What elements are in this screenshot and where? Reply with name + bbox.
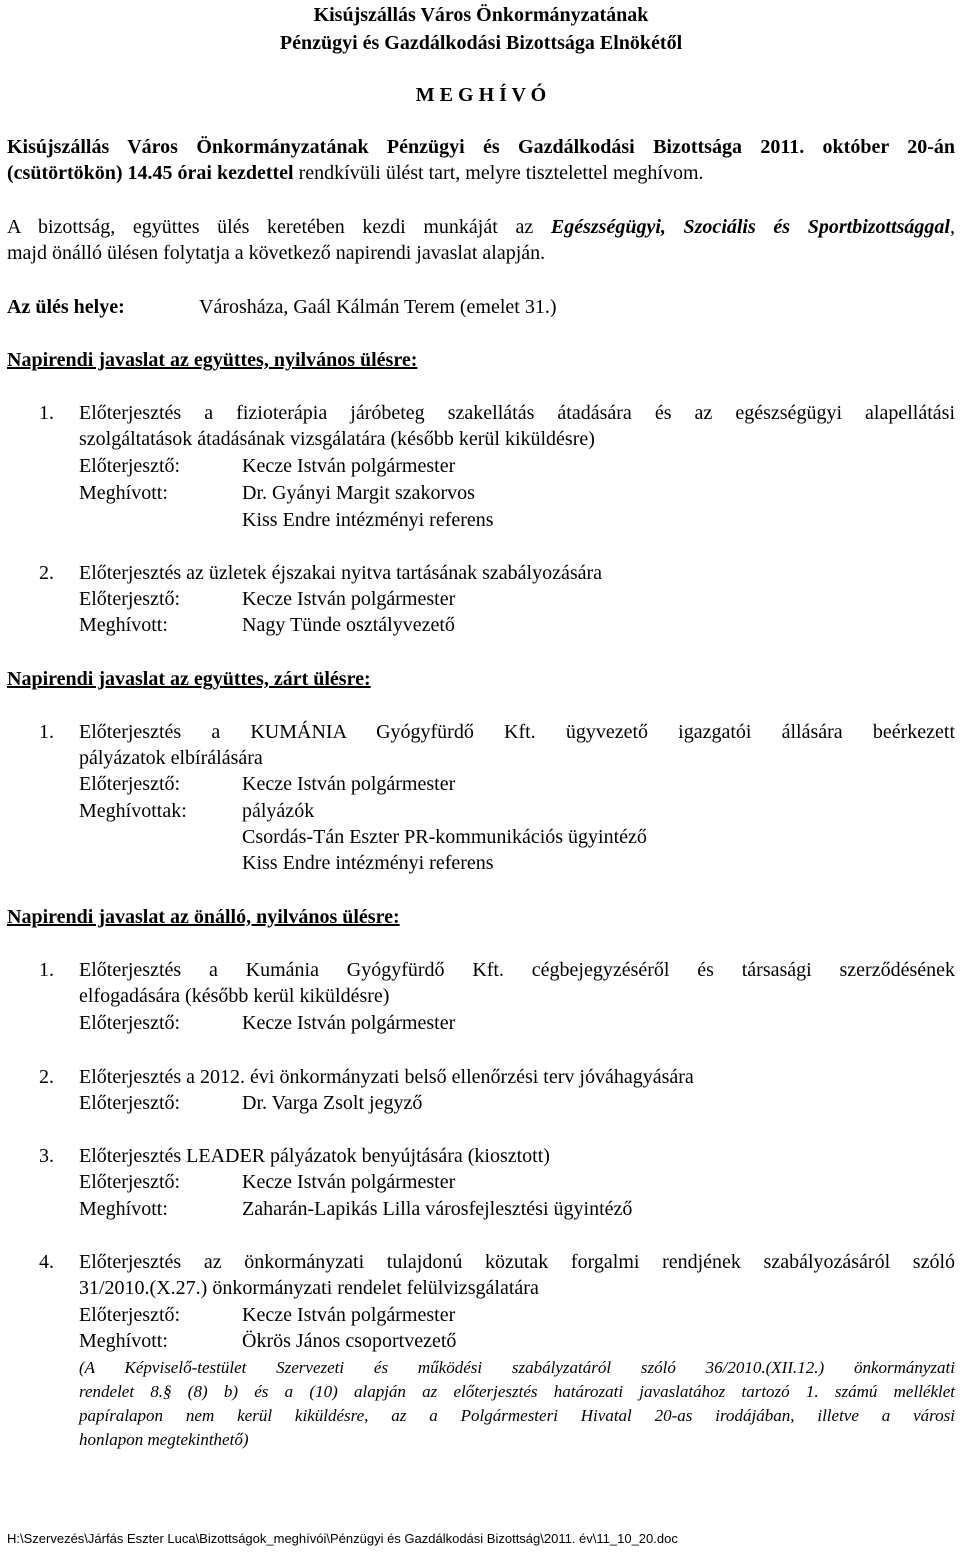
footnote-italic: [79, 1356, 955, 1452]
invited-label: Meghívott:: [79, 614, 168, 636]
invited-name: Kiss Endre intézményi referens: [242, 852, 494, 874]
footnote-line-4: honlapon megtekinthető): [79, 1430, 249, 1449]
venue-label: Az ülés helye:: [7, 296, 125, 318]
intro-para-2-line-2: majd önálló ülésen folytatja a következő napirendi javaslat alapján.: [7, 242, 546, 264]
invited-label: Meghívottak:: [79, 800, 187, 822]
item-number: 1.: [39, 721, 54, 743]
item-number: 2.: [39, 1066, 54, 1088]
presenter-name: Kecze István polgármester: [242, 773, 456, 795]
presenter-label: Előterjesztő:: [79, 1092, 181, 1114]
section-heading-joint-closed: Napirendi javaslat az együttes, zárt ülésre:: [7, 668, 371, 690]
section-heading-standalone-public: Napirendi javaslat az önálló, nyilvános ülésre:: [7, 906, 400, 928]
item-title-line-1: Előterjesztés LEADER pályázatok benyújtására (kiosztott): [79, 1145, 550, 1167]
presenter-label: Előterjesztő:: [79, 773, 181, 795]
item-title-line-1: Előterjesztés a 2012. évi önkormányzati belső ellenőrzési terv jóváhagyására: [79, 1066, 694, 1088]
presenter-name: Kecze István polgármester: [242, 455, 456, 477]
item-number: 1.: [39, 402, 54, 424]
presenter-name: Dr. Varga Zsolt jegyző: [242, 1092, 423, 1114]
footnote-line-2: rendelet 8.§ (8) b) és a (10) alapján az előterjesztés határozati javaslatához tartozó 1. számú melléklet: [79, 1382, 955, 1401]
intro-line-1: Kisújszállás Város Önkormányzatának Pénzügyi és Gazdálkodási Bizottsága 2011. október 20-án: [7, 136, 955, 158]
invited-name: Dr. Gyányi Margit szakorvos: [242, 482, 475, 504]
invited-label: Meghívott:: [79, 1198, 168, 1220]
item-title-line-2: elfogadására (később kerül kiküldésre): [79, 985, 390, 1007]
presenter-label: Előterjesztő:: [79, 1012, 181, 1034]
invited-name: Ökrös János csoportvezető: [242, 1330, 457, 1352]
invited-label: Meghívott:: [79, 1330, 168, 1352]
venue-value: Városháza, Gaál Kálmán Terem (emelet 31.): [199, 296, 557, 318]
intro-p2-text: A bizottság, együttes ülés keretében kezdi munkáját az: [7, 216, 551, 238]
item-title-line-1: Előterjesztés az önkormányzati tulajdonú közutak forgalmi rendjének szabályozásáról szóló: [79, 1251, 955, 1273]
item-number: 3.: [39, 1145, 54, 1167]
item-title-line-1: Előterjesztés az üzletek éjszakai nyitva tartásának szabályozására: [79, 562, 603, 584]
item-title-line-1: Előterjesztés a KUMÁNIA Gyógyfürdő Kft. ügyvezető igazgatói állására beérkezett: [79, 721, 955, 743]
section-heading-joint-public: Napirendi javaslat az együttes, nyilvános ülésre:: [7, 349, 418, 371]
presenter-name: Kecze István polgármester: [242, 1171, 456, 1193]
item-title-line-1: Előterjesztés a Kumánia Gyógyfürdő Kft. cégbejegyzéséről és társasági szerződésének: [79, 959, 955, 981]
invited-name: pályázók: [242, 800, 315, 822]
presenter-label: Előterjesztő:: [79, 1171, 181, 1193]
presenter-label: Előterjesztő:: [79, 588, 181, 610]
invited-name: Zaharán-Lapikás Lilla városfejlesztési ügyintéző: [242, 1198, 633, 1220]
presenter-name: Kecze István polgármester: [242, 1304, 456, 1326]
header-line-2: Pénzügyi és Gazdálkodási Bizottsága Elnökétől: [279, 32, 683, 54]
presenter-label: Előterjesztő:: [79, 1304, 181, 1326]
header-line-1: Kisújszállás Város Önkormányzatának: [313, 4, 649, 26]
intro-line-2: [7, 160, 704, 186]
item-title-line-2: pályázatok elbírálására: [79, 747, 263, 769]
intro-p2-committee: Egészségügyi, Szociális és Sportbizottsággal: [550, 216, 950, 238]
intro-time: (csütörtökön) 14.45 órai kezdettel: [7, 162, 294, 184]
item-title-line-2: szolgáltatások átadásának vizsgálatára (később kerül kiküldésre): [79, 428, 595, 450]
presenter-name: Kecze István polgármester: [242, 588, 456, 610]
presenter-name: Kecze István polgármester: [242, 1012, 456, 1034]
invited-label: Meghívott:: [79, 482, 168, 504]
item-title-line-2: 31/2010.(X.27.) önkormányzati rendelet felülvizsgálatára: [79, 1277, 539, 1299]
item-title-line-1: Előterjesztés a fizioterápia járóbeteg szakellátás átadására és az egészségügyi alapellátási: [79, 402, 955, 424]
intro-rest: rendkívüli ülést tart, melyre tisztelettel meghívom.: [293, 162, 704, 184]
footnote-line-3: papíralapon nem kerül kiküldésre, az a Polgármesteri Hivatal 20-as irodájában, illetve a városi: [79, 1406, 955, 1425]
item-number: 4.: [39, 1251, 54, 1273]
intro-p2-comma: ,: [950, 216, 955, 238]
intro-para-2-line-1: [7, 214, 955, 240]
item-number: 1.: [39, 959, 54, 981]
item-number: 2.: [39, 562, 54, 584]
presenter-label: Előterjesztő:: [79, 455, 181, 477]
document-title: M E G H Í V Ó: [415, 84, 547, 106]
footnote-line-1: (A Képviselő-testület Szervezeti és működési szabályzatáról szóló 36/2010.(XII.12.) önkormányzati: [79, 1358, 955, 1377]
file-path-footer: H:\Szervezés\Járfás Eszter Luca\Bizottságok_meghívói\Pénzügyi és Gazdálkodási Bizottság\2011. év\11_10_20.doc: [7, 1531, 678, 1546]
invited-name: Kiss Endre intézményi referens: [242, 509, 494, 531]
invited-name: Nagy Tünde osztályvezető: [242, 614, 455, 636]
invited-name: Csordás-Tán Eszter PR-kommunikációs ügyintéző: [242, 826, 647, 848]
